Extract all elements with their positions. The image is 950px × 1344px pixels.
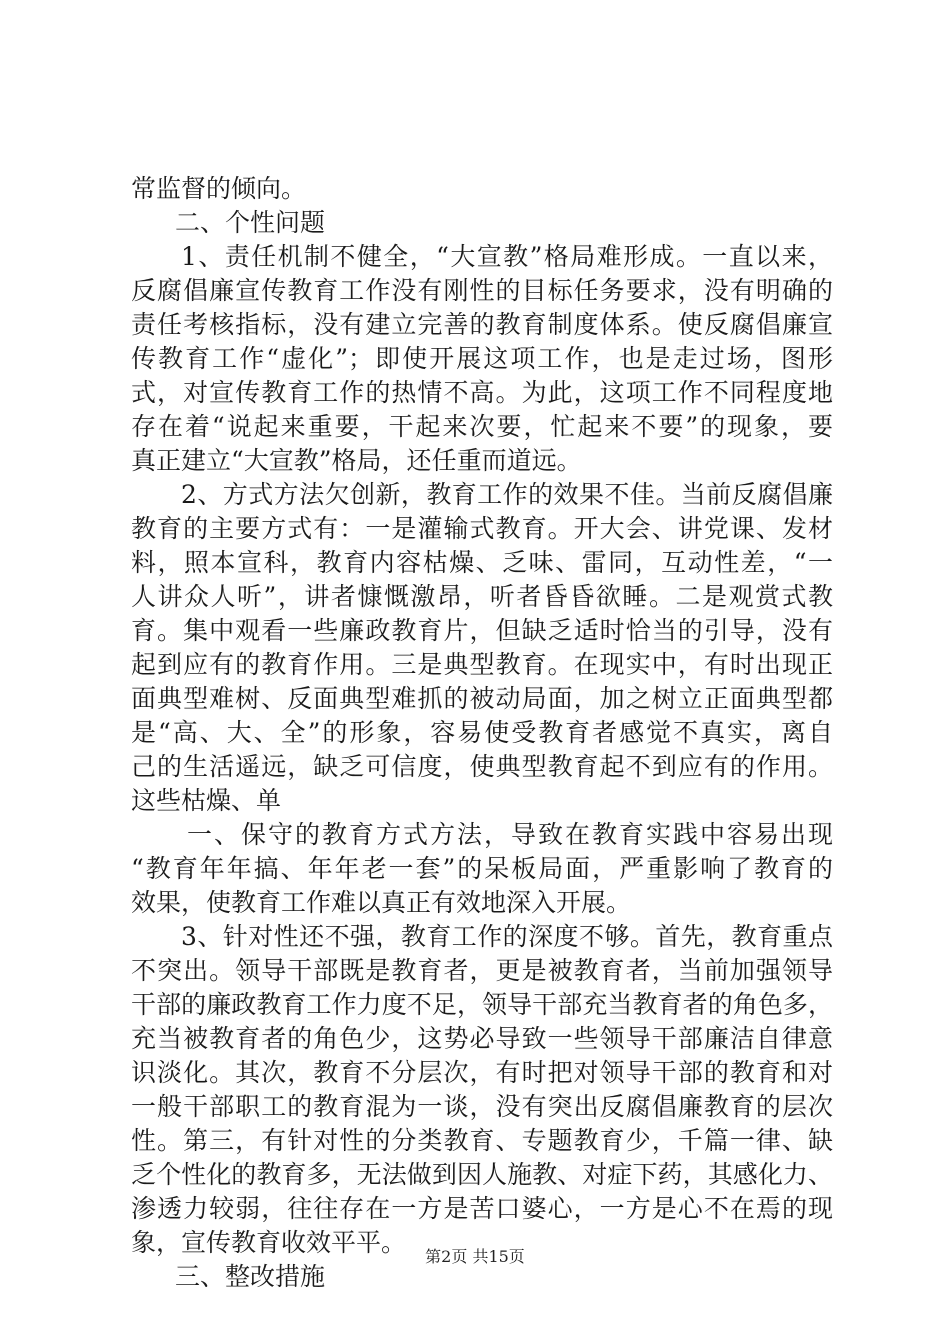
text-line: 是“高、大、全”的形象，容易使受教育者感觉不真实，离自: [131, 718, 833, 747]
text-line: 渗透力较弱，往往存在一方是苦口婆心，一方是心不在焉的现: [131, 1194, 833, 1223]
section-heading: 二、个性问题: [175, 208, 326, 237]
text-line: 传教育工作“虚化”；即使开展这项工作，也是走过场，图形: [131, 344, 833, 373]
text-line: 这些枯燥、单: [131, 786, 282, 815]
text-line: 存在着“说起来重要，干起来次要，忙起来不要”的现象，要: [131, 412, 833, 441]
text-line: 常监督的倾向。: [131, 174, 307, 203]
text-line: 干部的廉政教育工作力度不足，领导干部充当教育者的角色多，: [131, 990, 833, 1019]
text-line: 3、针对性还不强，教育工作的深度不够。首先，教育重点: [181, 922, 833, 951]
text-line: 2、方式方法欠创新，教育工作的效果不佳。当前反腐倡廉: [181, 480, 833, 509]
text-line: 式，对宣传教育工作的热情不高。为此，这项工作不同程度地: [131, 378, 833, 407]
text-line: 面典型难树、反面典型难抓的被动局面，加之树立正面典型都: [131, 684, 833, 713]
text-line: 反腐倡廉宣传教育工作没有刚性的目标任务要求，没有明确的: [131, 276, 833, 305]
text-line: 一般干部职工的教育混为一谈，没有突出反腐倡廉教育的层次: [131, 1092, 833, 1121]
text-line: 己的生活遥远，缺乏可信度，使典型教育起不到应有的作用。: [131, 752, 833, 781]
text-line: 识淡化。其次，教育不分层次，有时把对领导干部的教育和对: [131, 1058, 833, 1087]
text-line: “教育年年搞、年年老一套”的呆板局面，严重影响了教育的: [131, 854, 833, 883]
section-heading: 三、整改措施: [175, 1262, 326, 1291]
text-line: 料，照本宣科，教育内容枯燥、乏味、雷同，互动性差，“一: [131, 548, 833, 577]
text-line: 象，宣传教育收效平平。: [131, 1228, 407, 1257]
text-line: 真正建立“大宣教”格局，还任重而道远。: [131, 446, 582, 475]
text-line: 充当被教育者的角色少，这势必导致一些领导干部廉洁自律意: [131, 1024, 833, 1053]
text-line: 教育的主要方式有：一是灌输式教育。开大会、讲党课、发材: [131, 514, 833, 543]
text-line: 一、保守的教育方式方法，导致在教育实践中容易出现: [187, 820, 833, 849]
text-line: 责任考核指标，没有建立完善的教育制度体系。使反腐倡廉宣: [131, 310, 833, 339]
page-footer: 第2页 共15页: [425, 1247, 525, 1266]
text-line: 效果，使教育工作难以真正有效地深入开展。: [131, 888, 632, 917]
text-line: 性。第三，有针对性的分类教育、专题教育少，千篇一律、缺: [131, 1126, 833, 1155]
text-line: 人讲众人听”，讲者慷慨激昂，听者昏昏欲睡。二是观赏式教: [131, 582, 833, 611]
document-body: [131, 172, 833, 1294]
text-line: 1、责任机制不健全，“大宣教”格局难形成。一直以来，: [181, 242, 833, 271]
text-line: 起到应有的教育作用。三是典型教育。在现实中，有时出现正: [131, 650, 833, 679]
text-line: 育。集中观看一些廉政教育片，但缺乏适时恰当的引导，没有: [131, 616, 833, 645]
text-line: 乏个性化的教育多，无法做到因人施教、对症下药，其感化力、: [131, 1160, 833, 1189]
text-line: 不突出。领导干部既是教育者，更是被教育者，当前加强领导: [131, 956, 833, 985]
